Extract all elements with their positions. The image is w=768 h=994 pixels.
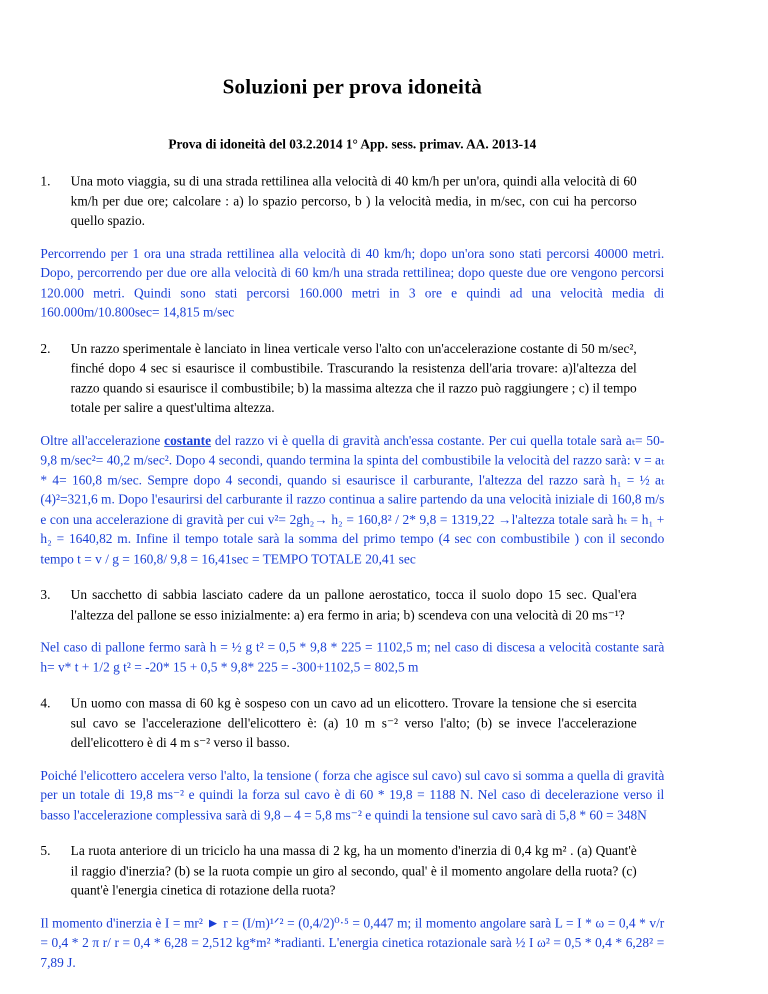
question-number: 3. bbox=[40, 588, 51, 603]
question-1 bbox=[40, 172, 637, 231]
exam-subtitle: Prova di idoneità del 03.2.2014 1° App. sess. primav. AA. 2013-14 bbox=[168, 137, 537, 153]
question-2 bbox=[40, 340, 637, 419]
answer-5 bbox=[40, 914, 664, 973]
question-5 bbox=[40, 842, 637, 901]
answer-4 bbox=[40, 767, 664, 826]
question-number: 1. bbox=[40, 174, 51, 190]
answer-3 bbox=[40, 639, 664, 678]
question-text: Un razzo sperimentale è lanciato in linea verticale verso l'alto con un'accelerazione costante di 50 m/sec², finché dopo 4 sec si esaurisce il combustibile. Trascurando la resistenza dell'aria trovare: a)l'altezza del razzo quando si esaurisce il combustibile; b) la massima altezza che il razzo può raggiungere ; c) il tempo totale per salire a quest'ultima altezza. bbox=[70, 341, 637, 416]
question-text: Una moto viaggia, su di una strada rettilinea alla velocità di 40 km/h per un'ora, quindi alla velocità di 60 km/h per due ore; calcolare : a) lo spazio percorso, b ) la velocità media, in m/sec, con cui ha percorso quello spazio. bbox=[70, 174, 637, 229]
question-number: 2. bbox=[40, 341, 51, 357]
answer-text: Il momento d'inerzia è I = mr² ► r = (I/m)¹ᐟ² = (0,4/2)⁰·⁵ = 0,447 m; il momento angolare sarà L = I * ω = 0,4 * v/r = 0,4 * 2 π r/ r = 0,4 * 6,28 = 2,512 kg*m² *radianti. L'energia cinetica rotazionale sarà ½ I ω² = 0,5 * 0,4 * 6,28² = 7,89 J. bbox=[40, 916, 665, 971]
answer-text: Percorrendo per 1 ora una strada rettilinea alla velocità di 40 km/h; dopo un'ora sono stati percorsi 40000 metri. Dopo, percorrendo per due ore alla velocità di 60 km/h una strada rettilinea; dopo queste due ore vengono percorsi 120.000 metri. Quindi sono stati percorsi 160.000 metri in 3 ore e quindi ad una velocità media di 160.000m/10.800sec= 14,815 m/sec bbox=[40, 246, 665, 321]
question-number: 5. bbox=[40, 844, 51, 859]
question-text: La ruota anteriore di un triciclo ha una massa di 2 kg, ha un momento d'inerzia di 0,4 kg m² . (a) Quant'è il raggio d'inerzia? (b) se la ruota compie un giro al secondo, qual' è il momento angolare della ruota? (c) quant'è l'energia cinetica di rotazione della ruota? bbox=[70, 844, 637, 899]
answer-text: Nel caso di pallone fermo sarà h = ½ g t² = 0,5 * 9,8 * 225 = 1102,5 m; nel caso di discesa a velocità costante sarà h= v* t + 1/2 g t² = -20* 15 + 0,5 * 9,8* 225 = -300+1102,5 = 802,5 m bbox=[40, 640, 665, 675]
question-text: Un sacchetto di sabbia lasciato cadere da un pallone aerostatico, tocca il suolo dopo 15 sec. Qual'era l'altezza del pallone se esso inizialmente: a) era fermo in aria; b) scendeva con una velocità di 20 ms⁻¹? bbox=[70, 588, 637, 623]
question-3 bbox=[40, 586, 637, 625]
answer-text-part-1: Oltre all'accelerazione bbox=[40, 433, 165, 449]
question-number: 4. bbox=[40, 696, 51, 712]
answer-text-part-2: del razzo vi è quella di gravità anch'essa costante. Per cui quella totale sarà aₜ= 50-9,8 m/sec²= 40,2 m/sec². Dopo 4 secondi, quando termina la spinta del combustibile la velocità del razzo sarà: v = aₜ * 4= 160,8 m/sec. Sempre dopo 4 secondi, quando si esaurisce il carburante, l'altezza del razzo sarà h₁ = ½ aₜ (4)²=321,6 m. Dopo l'esaurirsi del carburante il razzo continua a salire partendo da una velocità iniziale di 160,8 m/s e con una accelerazione di gravità per cui v²= 2gh₂→ h₂ = 160,8² / 2* 9,8 = 1319,22 →l'altezza totale sarà hₜ = h₁ + h₂ = 1640,82 m. Infine il tempo totale sarà la somma del primo tempo (4 sec con combustibile ) con il secondo tempo t = v / g = 160,8/ 9,8 = 16,41sec = TEMPO TOTALE 20,41 sec bbox=[40, 433, 665, 567]
answer-2 bbox=[40, 432, 664, 570]
answer-1 bbox=[40, 245, 664, 324]
question-text: Un uomo con massa di 60 kg è sospeso con un cavo ad un elicottero. Trovare la tensione che si esercita sul cavo se l'accelerazione dell'elicottero è: (a) 10 m s⁻² verso l'alto; (b) se invece l'accelerazione dell'elicottero è di 4 m s⁻² verso il basso. bbox=[70, 696, 637, 751]
emphasized-word: costante bbox=[164, 433, 212, 449]
question-4 bbox=[40, 695, 637, 754]
answer-text: Poiché l'elicottero accelera verso l'alto, la tensione ( forza che agisce sul cavo) sul cavo si somma a quella di gravità per un totale di 19,8 ms⁻² e quindi la forza sul cavo è di 60 * 19,8 = 1188 N. Nel caso di decelerazione verso il basso l'accelerazione complessiva sarà di 9,8 – 4 = 5,8 ms⁻² e quindi la tensione sul cavo sarà di 5,8 * 60 = 348N bbox=[40, 768, 665, 823]
document-title: Soluzioni per prova idoneità bbox=[222, 75, 483, 99]
